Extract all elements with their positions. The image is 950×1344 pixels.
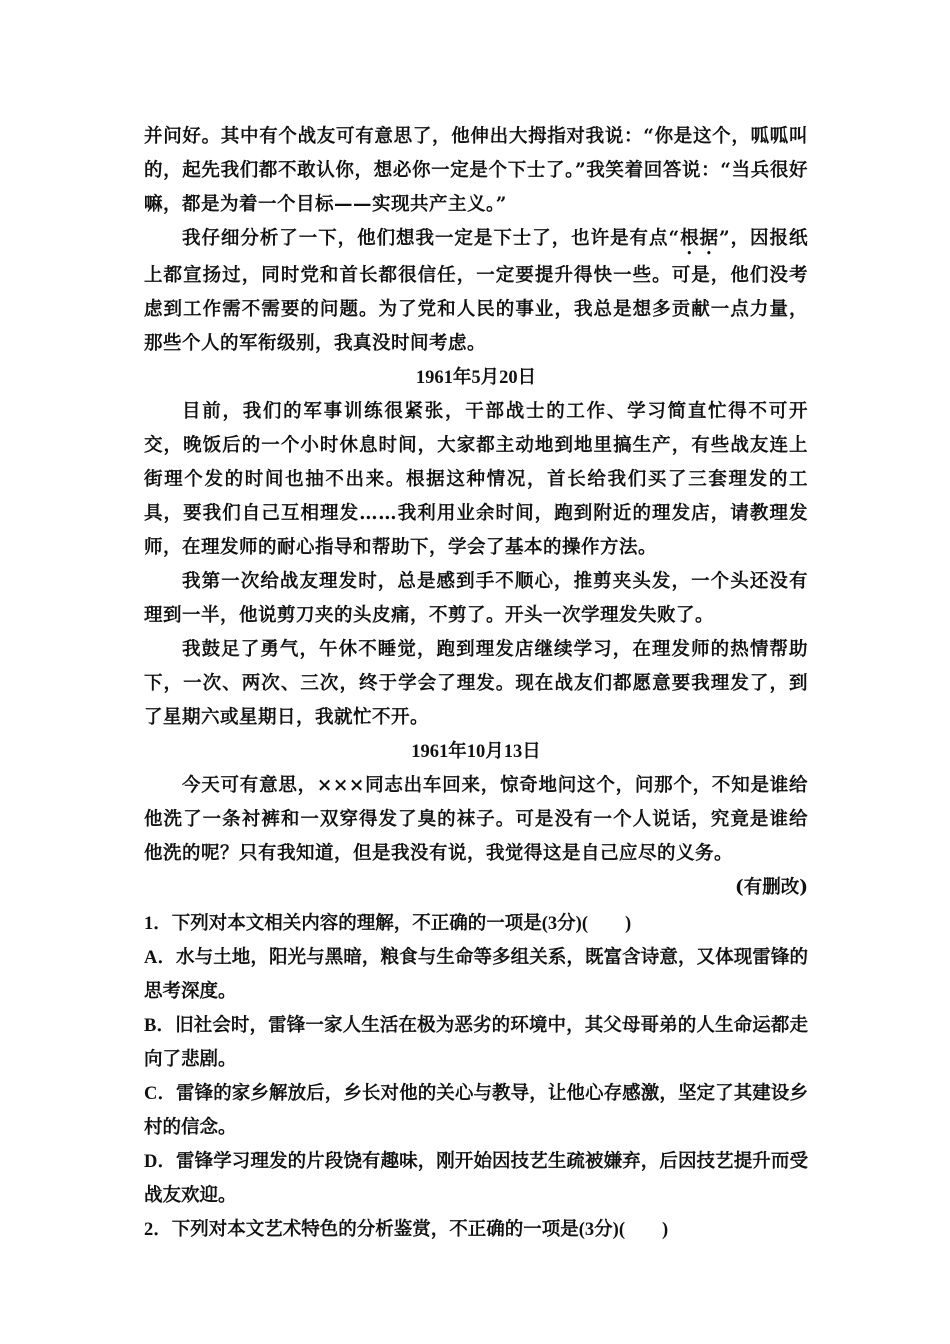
question-1-option-a: A．水与土地，阳光与黑暗，粮食与生命等多组关系，既富含诗意，又体现雷锋的思考深度。 bbox=[144, 948, 808, 1002]
question-1-option-b: B．旧社会时，雷锋一家人生活在极为恶劣的环境中，其父母哥弟的人生命运都走向了悲剧。 bbox=[144, 1016, 808, 1070]
paragraph-1: 并问好。其中有个战友可有意思了，他伸出大拇指对我说：“你是这个，呱呱叫的，起先我们都不敢认你，想必你一定是个下士了。”我笑着回答说：“当兵很好嘛，都是为着一个目标——实现共产主义。” bbox=[144, 126, 808, 215]
paragraph-2 bbox=[144, 222, 808, 361]
diary-date-1: 1961年5月20日 bbox=[415, 368, 537, 388]
question-1-option-c: C．雷锋的家乡解放后，乡长对他的关心与教导，让他心存感激，坚定了其建设乡村的信念。 bbox=[144, 1084, 808, 1138]
source-note: (有删改) bbox=[734, 877, 808, 898]
question-2: 2．下列对本文艺术特色的分析鉴赏，不正确的一项是(3分)( ) bbox=[144, 1220, 669, 1240]
paragraph-3: 目前，我们的军事训练很紧张，干部战士的工作、学习简直忙得不可开交，晚饭后的一个小时休息时间，大家都主动地到地里搞生产，有些战友连上街理个发的时间也抽不出来。根据这种情况，首长给我们买了三套理发的工具，要我们自己互相理发……我利用业余时间，跑到附近的理发店，请教理发师，在理发师的耐心指导和帮助下，学会了基本的操作方法。 bbox=[144, 401, 808, 558]
question-1: 1．下列对本文相关内容的理解，不正确的一项是(3分)( ) bbox=[144, 914, 632, 934]
question-1-option-d: D．雷锋学习理发的片段饶有趣味，刚开始因技艺生疏被嫌弃，后因技艺提升而受战友欢迎。 bbox=[144, 1152, 808, 1206]
paragraph-2-start: 我仔细分析了一下，他们想我一定是下士了，也许是有点“ bbox=[182, 228, 680, 249]
document-body bbox=[144, 120, 808, 1247]
paragraph-2-end: ”，因报纸上都宣扬过，同时党和首长都很信任，一定要提升得快一些。可是，他们没考虑到工作需不需要的问题。为了党和人民的事业，我总是想多贡献一点力量，那些个人的军衔级别，我真没时间考虑。 bbox=[144, 228, 808, 354]
paragraph-6: 今天可有意思，×××同志出车回来，惊奇地问这个，问那个，不知是谁给他洗了一条衬裤和一双穿得发了臭的袜子。可是没有一个人说话，究竟是谁给他洗的呢？只有我知道，但是我没有说，我觉得这是自己应尽的义务。 bbox=[144, 775, 808, 864]
paragraph-5: 我鼓足了勇气，午休不睡觉，跑到理发店继续学习，在理发师的热情帮助下，一次、两次、三次，终于学会了理发。现在战友们都愿意要我理发了，到了星期六或星期日，我就忙不开。 bbox=[144, 639, 808, 728]
diary-date-2: 1961年10月13日 bbox=[411, 742, 541, 762]
emphasized-word: 根据 bbox=[679, 228, 719, 249]
paragraph-4: 我第一次给战友理发时，总是感到手不顺心，推剪夹头发，一个头还没有理到一半，他说剪刀夹的头皮痛，不剪了。开头一次学理发失败了。 bbox=[144, 571, 808, 626]
